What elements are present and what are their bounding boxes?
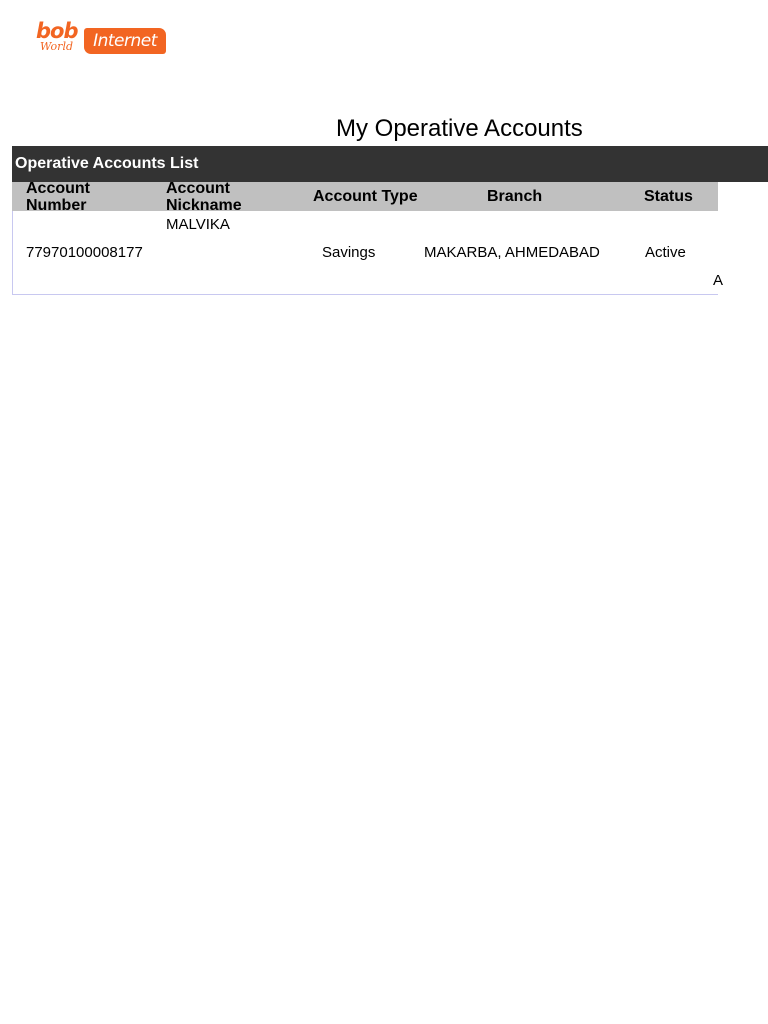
status-cell: Active — [645, 244, 686, 261]
account-number-cell[interactable]: 77970100008177 — [26, 244, 143, 261]
accounts-table-body — [12, 211, 724, 295]
column-header-branch: Branch — [487, 188, 543, 205]
column-header-account-nickname: Account Nickname — [166, 180, 242, 214]
section-header-bar — [12, 146, 768, 182]
clipped-column-text: A — [713, 272, 724, 289]
bob-world-internet-logo — [36, 20, 168, 58]
column-header-status: Status — [644, 188, 693, 205]
column-header-account-type: Account Type — [313, 188, 418, 205]
logo-brand-text: bob — [36, 19, 78, 43]
account-type-cell: Savings — [322, 244, 376, 261]
table-header-row — [12, 180, 718, 214]
account-nickname-cell: MALVIKA — [166, 216, 230, 233]
logo-product-text: Internet — [84, 28, 166, 54]
logo-sub-text: World — [40, 40, 73, 53]
page-title: My Operative Accounts — [336, 115, 583, 142]
branch-cell: MAKARBA, AHMEDABAD — [424, 244, 600, 261]
section-title: Operative Accounts List — [15, 155, 199, 172]
column-header-account-number: Account Number — [26, 180, 90, 214]
